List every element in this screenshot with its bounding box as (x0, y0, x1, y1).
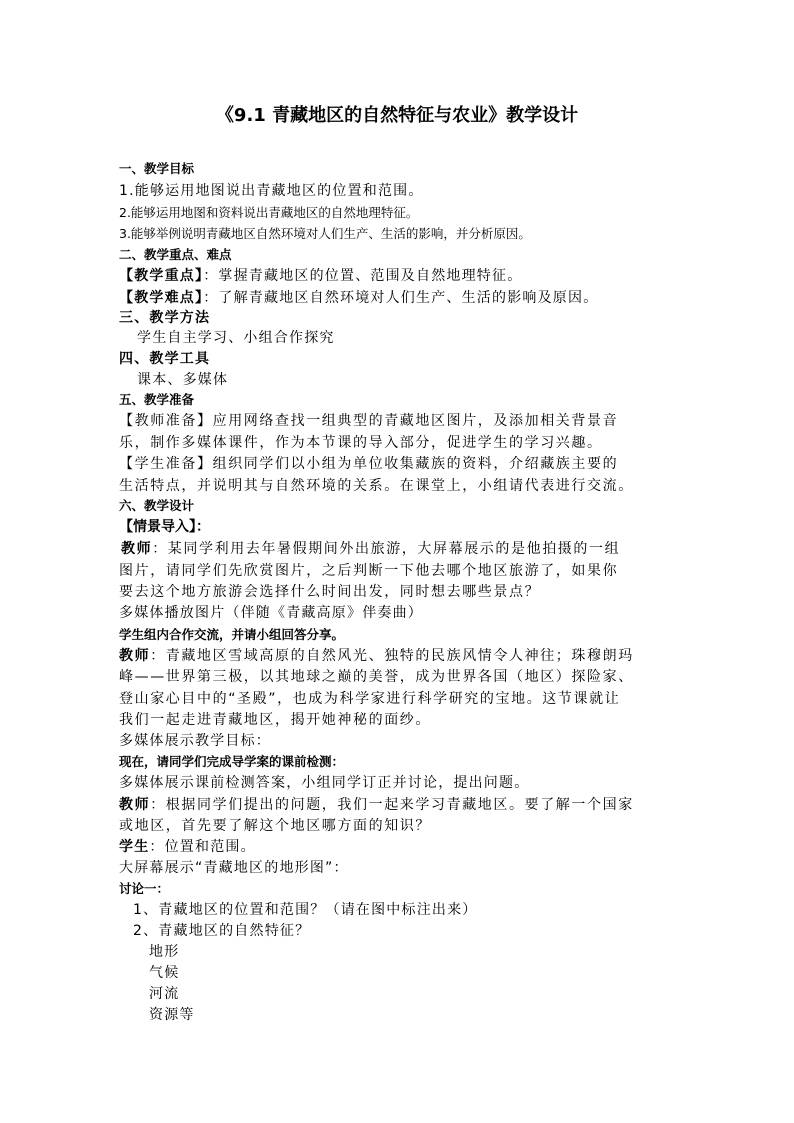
student-prep-line: 【学生准备】组织同学们以小组为单位收集藏族的资料，介绍藏族主要的 (119, 456, 619, 472)
teacher-line: 或地区，首先要了解这个地区哪方面的知识？ (119, 818, 431, 834)
key-point-label: 【教学重点】 (119, 268, 204, 284)
teacher-line: 登山家心目中的“圣殿”，也成为科学家进行科学研究的宝地。这节课就让 (119, 691, 621, 707)
section-heading-preparation: 五、教学准备 (119, 392, 195, 407)
teacher-text: ：某同学利用去年暑假期间外出旅游，大屏幕展示的是他拍摄的一组 (152, 541, 621, 557)
feature-item: 资源等 (149, 1007, 195, 1023)
objective-item: 3.能够举例说明青藏地区自然环境对人们生产、生活的影响，并分析原因。 (119, 226, 531, 241)
methods-text: 学生自主学习、小组合作探究 (137, 330, 335, 346)
section-heading-keypoints: 二、教学重点、难点 (119, 247, 232, 262)
student-label: 学生 (119, 839, 150, 855)
media-line: 多媒体展示教学目标： (119, 733, 271, 749)
teacher-line (121, 539, 691, 559)
feature-item: 气候 (149, 965, 180, 981)
discussion-item: 1、青藏地区的位置和范围？（请在图中标注出来） (133, 902, 478, 918)
teacher-label: 教师 (121, 541, 153, 557)
key-point-text: ：掌握青藏地区的位置、范围及自然地理特征。 (203, 268, 523, 284)
difficulty-line (119, 288, 689, 308)
student-text: ：位置和范围。 (149, 839, 256, 855)
feature-item: 地形 (149, 944, 180, 960)
teacher-line: 图片，请同学们先欣赏图片，之后判断一下他去哪个地区旅游了，如果你 (119, 563, 619, 579)
discussion-item: 2、青藏地区的自然特征？ (133, 923, 311, 939)
difficulty-label: 【教学难点】 (119, 290, 204, 306)
tools-text: 课本、多媒体 (137, 372, 229, 388)
screen-line: 大屏幕展示“青藏地区的地形图”： (119, 860, 349, 876)
teacher-line: 要去这个地方旅游会选择什么时间出发，同时想去哪些景点？ (119, 584, 541, 600)
teacher-label: 教师 (119, 797, 151, 813)
section-heading-tools: 四、教学工具 (119, 351, 211, 367)
page-title: 《9.1 青藏地区的自然特征与农业》教学设计 (215, 105, 579, 126)
key-point-line (119, 266, 689, 286)
student-line (119, 837, 689, 857)
precheck-line: 现在，请同学们完成导学案的课前检测： (119, 754, 345, 769)
intro-label: 【情景导入】： (119, 519, 210, 535)
difficulty-text: ：了解青藏地区自然环境对人们生产、生活的影响及原因。 (203, 290, 599, 306)
teacher-prep-line: 【教师准备】应用网络查找一组典型的青藏地区图片，及添加相关背景音 (119, 413, 619, 429)
teacher-line: 我们一起走进青藏地区，揭开她神秘的面纱。 (119, 712, 431, 728)
feature-item: 河流 (149, 986, 180, 1002)
section-heading-methods: 三、教学方法 (119, 310, 211, 326)
teacher-label: 教师 (119, 648, 151, 664)
objective-item: 2.能够运用地图和资料说出青藏地区的自然地理特征。 (119, 205, 419, 220)
objective-item: 1.能够运用地图说出青藏地区的位置和范围。 (119, 183, 424, 199)
media-line: 多媒体展示课前检测答案，小组同学订正并讨论，提出问题。 (119, 775, 530, 791)
teacher-line (119, 646, 689, 666)
section-heading-design: 六、教学设计 (119, 498, 195, 513)
student-prep-line: 生活特点，并说明其与自然环境的关系。在课堂上，小组请代表进行交流。 (119, 478, 634, 494)
teacher-prep-line: 乐，制作多媒体课件，作为本节课的导入部分，促进学生的学习兴趣。 (119, 435, 603, 451)
teacher-text: ：青藏地区雪域高原的自然风光、独特的民族风情令人神往；珠穆朗玛 (150, 648, 634, 664)
group-share-line: 学生组内合作交流，并请小组回答分享。 (119, 627, 345, 642)
section-heading-objectives: 一、教学目标 (119, 161, 195, 176)
discussion-label: 讨论一： (119, 881, 170, 896)
teacher-line (119, 795, 689, 815)
media-line: 多媒体播放图片（伴随《青藏高原》伴奏曲） (119, 605, 423, 621)
teacher-line: 峰——世界第三极，以其地球之巅的美誉，成为世界各国（地区）探险家、 (119, 669, 634, 685)
teacher-text: ：根据同学们提出的问题，我们一起来学习青藏地区。要了解一个国家 (150, 797, 634, 813)
